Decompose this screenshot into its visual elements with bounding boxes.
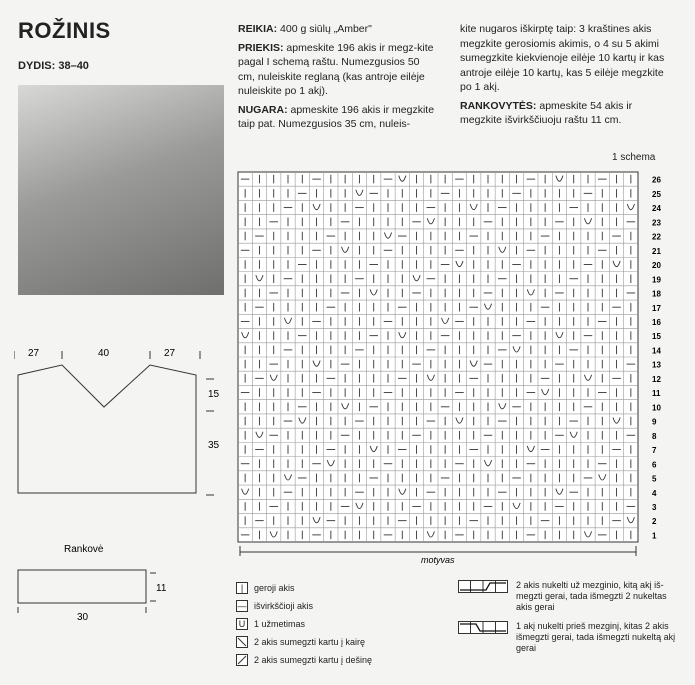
legend-geroji: geroji akis <box>254 582 295 593</box>
row-number: 25 <box>652 189 661 199</box>
dim-sleeve-width: 30 <box>77 612 89 623</box>
isvirkst-symbol: — <box>237 601 247 611</box>
row-number: 13 <box>652 360 661 370</box>
reikia-text: 400 g siūlų „Amber" <box>277 23 372 35</box>
knitting-chart <box>236 170 676 565</box>
row-number: 26 <box>652 175 661 185</box>
size-label: DYDIS: 38–40 <box>18 60 89 72</box>
row-number: 19 <box>652 275 661 285</box>
rankovytes-label: RANKOVYTĖS: <box>460 99 537 112</box>
nugara-label: NUGARA: <box>238 103 288 116</box>
sleeve-outline <box>18 570 146 603</box>
priekis-label: PRIEKIS: <box>238 41 284 54</box>
legend-left <box>236 582 456 666</box>
row-number: 20 <box>652 261 661 271</box>
dim-top-mid: 40 <box>98 348 110 359</box>
row-number: 3 <box>652 502 657 512</box>
geroji-symbol: | <box>236 582 248 594</box>
motif-label: motyvas <box>421 555 455 565</box>
rankovytes-text: apmeskite 54 akis ir megzkite išvirkščiuoju raštu 11 cm. <box>460 99 633 126</box>
legend-desine: 2 akis sumegzti kartu į dešinę <box>254 654 373 665</box>
legend-uzmetimas: 1 užmetimas <box>254 618 306 629</box>
dim-top-right: 27 <box>164 348 176 359</box>
row-number: 22 <box>652 232 661 242</box>
row-number: 12 <box>652 374 661 384</box>
dim-side-top: 15 <box>208 389 220 400</box>
dim-sleeve-height: 11 <box>156 583 167 594</box>
cable-right-symbol <box>458 621 508 635</box>
nugara-continued: kite nugaros iškirptę taip: 3 kraštines akis megzkite gerosiomis akimis, o 4 su 5 akimi sumegzkite kiekvienoje eilėje 10 kartų ir kas antroje eilėje 10 kartų, kas 5 eilėje megzkite po 1 akį. <box>460 23 665 93</box>
row-number: 15 <box>652 332 661 342</box>
legend-cross2: 1 akį nukelti prieš mezginį, kitas 2 akis išmegzti gerai, tada išmegzti nukeltą akį gerai <box>516 621 676 653</box>
row-number: 6 <box>652 460 657 470</box>
schema-title: 1 schema <box>612 152 656 163</box>
k2tog-left-symbol <box>236 636 248 648</box>
row-number: 9 <box>652 417 657 427</box>
row-number: 21 <box>652 246 661 256</box>
dim-top-left: 27 <box>28 348 40 359</box>
uzmetimas-symbol: U <box>236 618 248 630</box>
row-number: 17 <box>652 303 661 313</box>
legend-isvirkst: išvirkščioji akis <box>254 600 314 611</box>
sleeve-label: Rankovė <box>64 544 104 555</box>
row-number: 16 <box>652 317 661 327</box>
dim-side-bottom: 35 <box>208 440 220 451</box>
page-title: ROŽINIS <box>18 18 111 43</box>
cable-left-symbol <box>458 580 508 594</box>
k2tog-right-symbol <box>236 654 248 666</box>
row-number: 24 <box>652 204 661 214</box>
legend-right <box>458 580 683 654</box>
row-number: 23 <box>652 218 661 228</box>
row-number: 18 <box>652 289 661 299</box>
row-number: 8 <box>652 431 657 441</box>
instructions-column-2 <box>460 22 670 132</box>
garment-outline <box>18 365 196 493</box>
instructions-column-1 <box>238 22 438 136</box>
row-number: 14 <box>652 346 661 356</box>
row-number: 1 <box>652 531 657 541</box>
garment-diagram <box>14 345 244 625</box>
row-number: 11 <box>652 389 661 399</box>
nugara-text: apmeskite 196 akis ir megzkite taip pat. Numezgusios 35 cm, nuleis- <box>238 103 435 130</box>
legend-cross1: 2 akis nukelti už mezginio, kitą akį iš-megzti gerai, tada išmegzti 2 nukeltas akis gerai <box>516 580 667 612</box>
row-number: 5 <box>652 474 657 484</box>
priekis-text: apmeskite 196 akis ir megz-kite pagal I schemą raštu. Numezgusios 50 cm, nuleiskite reglaną (kas antroje eilėje nuleiskite po 1 akį). <box>238 41 434 97</box>
reikia-label: REIKIA: <box>238 23 278 35</box>
row-number: 2 <box>652 517 657 527</box>
row-number: 10 <box>652 403 661 413</box>
legend-kaire: 2 akis sumegzti kartu į kairę <box>254 636 366 647</box>
row-number: 4 <box>652 488 657 498</box>
model-photo <box>18 85 224 295</box>
row-number: 7 <box>652 446 657 456</box>
